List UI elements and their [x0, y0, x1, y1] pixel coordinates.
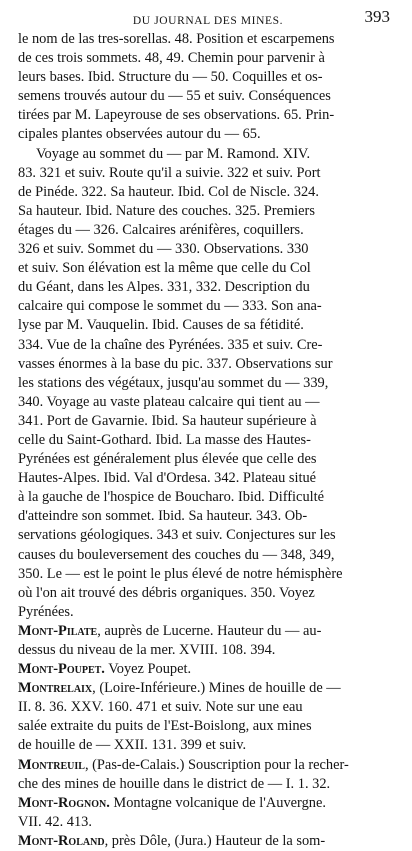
text-line: causes du bouleversement des couches du — 348, 349,: [18, 546, 335, 563]
text-line: 334. Vue de la chaîne des Pyrénées. 335 et suiv. Cre-: [18, 336, 323, 353]
text-line: étages du — 326. Calcaires arénifères, coquillers.: [18, 221, 304, 238]
text-line: de ces trois sommets. 48, 49. Chemin pour parvenir à: [18, 50, 325, 67]
entry-headword: Mont-Poupet.: [18, 661, 105, 678]
index-entry: [18, 622, 398, 660]
index-entries: [18, 622, 398, 851]
entry-text: , près Dôle, (Jura.) Hauteur de la som-: [104, 832, 326, 849]
text-line: où l'on ait trouvé des débris organiques. 350. Voyez: [18, 584, 315, 601]
text-line: vasses énormes à la base du pic. 337. Observations sur: [18, 355, 333, 372]
entry-text: , (Pas-de-Calais.) Souscription pour la recher-: [84, 756, 349, 773]
text-line: à la gauche de l'hospice de Boucharo. Ibid. Difficulté: [18, 489, 325, 506]
paragraph-ramond-voyage: [18, 145, 398, 622]
text-line: 340. Voyage au vaste plateau calcaire qui tient au —: [18, 393, 320, 410]
entry-first-line: [18, 794, 398, 813]
entry-first-line: [18, 622, 398, 641]
entry-first-line: [18, 660, 398, 679]
entry-text: , (Loire-Inférieure.) Mines de houille de —: [92, 680, 341, 697]
entry-headword: Montrelaix: [18, 680, 93, 697]
text-line: d'atteindre son sommet. Ibid. Sa hauteur. 343. Ob-: [18, 508, 308, 525]
text-line: de Pinéde. 322. Sa hauteur. Ibid. Col de Niscle. 324.: [18, 183, 319, 200]
text-line: lyse par M. Vauquelin. Ibid. Causes de sa fétidité.: [18, 317, 304, 334]
entry-first-line: [18, 832, 398, 851]
text-line: Voyage au sommet du — par M. Ramond. XIV.: [36, 145, 311, 162]
index-entry: [18, 756, 398, 794]
text-line: Sa hauteur. Ibid. Nature des couches. 325. Premiers: [18, 202, 315, 219]
index-entry: [18, 679, 398, 755]
entry-continuation-line: VII. 42. 413.: [18, 813, 92, 830]
text-line: et suiv. Son élévation est la même que celle du Col: [18, 260, 311, 277]
text-line: 341. Port de Gavarnie. Ibid. Sa hauteur supérieure à: [18, 412, 317, 429]
entry-headword: Mont-Roland: [18, 832, 105, 849]
entry-continuation-line: II. 8. 36. XXV. 160. 471 et suiv. Note sur une eau: [18, 699, 303, 716]
text-line: cipales plantes observées autour du — 65.: [18, 126, 261, 143]
entry-continuation-line: salée extraite du puits de l'Est-Boislong, aux mines: [18, 718, 312, 735]
entry-headword: Mont-Rognon.: [18, 794, 110, 811]
entry-first-line: [18, 679, 398, 698]
text-line: calcaire qui compose le sommet du — 333. Son ana-: [18, 298, 322, 315]
entry-text: Montagne volcanique de l'Auvergne.: [109, 794, 326, 811]
text-line: 83. 321 et suiv. Route qu'il a suivie. 322 et suiv. Port: [18, 164, 321, 181]
entry-continuation-line: che des mines de houille dans le district de — I. 1. 32.: [18, 775, 331, 792]
text-line: Pyrénées est généralement plus élevée que celle des: [18, 451, 317, 468]
text-line: Pyrénées.: [18, 603, 74, 620]
page-number: 393: [364, 7, 390, 26]
running-head: [18, 6, 398, 28]
text-line: le nom de las tres-sorellas. 48. Position et escarpemens: [18, 31, 335, 47]
paragraph-continuation: [18, 30, 398, 145]
text-line: 350. Le — est le point le plus élevé de notre hémisphère: [18, 565, 343, 582]
entry-first-line: [18, 756, 398, 775]
index-entry: [18, 832, 398, 851]
entry-text: Voyez Poupet.: [104, 661, 192, 678]
text-line: leurs bases. Ibid. Structure du — 50. Coquilles et os-: [18, 69, 323, 86]
text-line: servations géologiques. 343 et suiv. Conjectures sur les: [18, 527, 336, 544]
entry-continuation-line: dessus du niveau de la mer. XVIII. 108. 394.: [18, 642, 276, 658]
text-line: 326 et suiv. Sommet du — 330. Observations. 330: [18, 241, 309, 258]
text-line: Hautes-Alpes. Ibid. Val d'Ordesa. 342. Plateau situé: [18, 470, 317, 487]
entry-headword: Mont-Pilate: [18, 622, 98, 639]
text-line: semens trouvés autour du — 55 et suiv. Conséquences: [18, 88, 331, 105]
entry-continuation-line: de houille de — XXII. 131. 399 et suiv.: [18, 737, 247, 754]
entry-headword: Montreuil: [18, 756, 85, 773]
text-line: du Géant, dans les Alpes. 331, 332. Description du: [18, 279, 310, 296]
index-entry: [18, 794, 398, 832]
running-title: DU JOURNAL DES MINES.: [132, 15, 284, 27]
text-line: tirées par M. Lapeyrouse de ses observations. 65. Prin-: [18, 107, 335, 124]
entry-text: , auprès de Lucerne. Hauteur du — au-: [97, 622, 322, 639]
index-entry: [18, 660, 398, 679]
text-line: les stations des végétaux, jusqu'au sommet du — 339,: [18, 374, 329, 391]
text-line: celle du Saint-Gothard. Ibid. La masse des Hautes-: [18, 431, 311, 448]
